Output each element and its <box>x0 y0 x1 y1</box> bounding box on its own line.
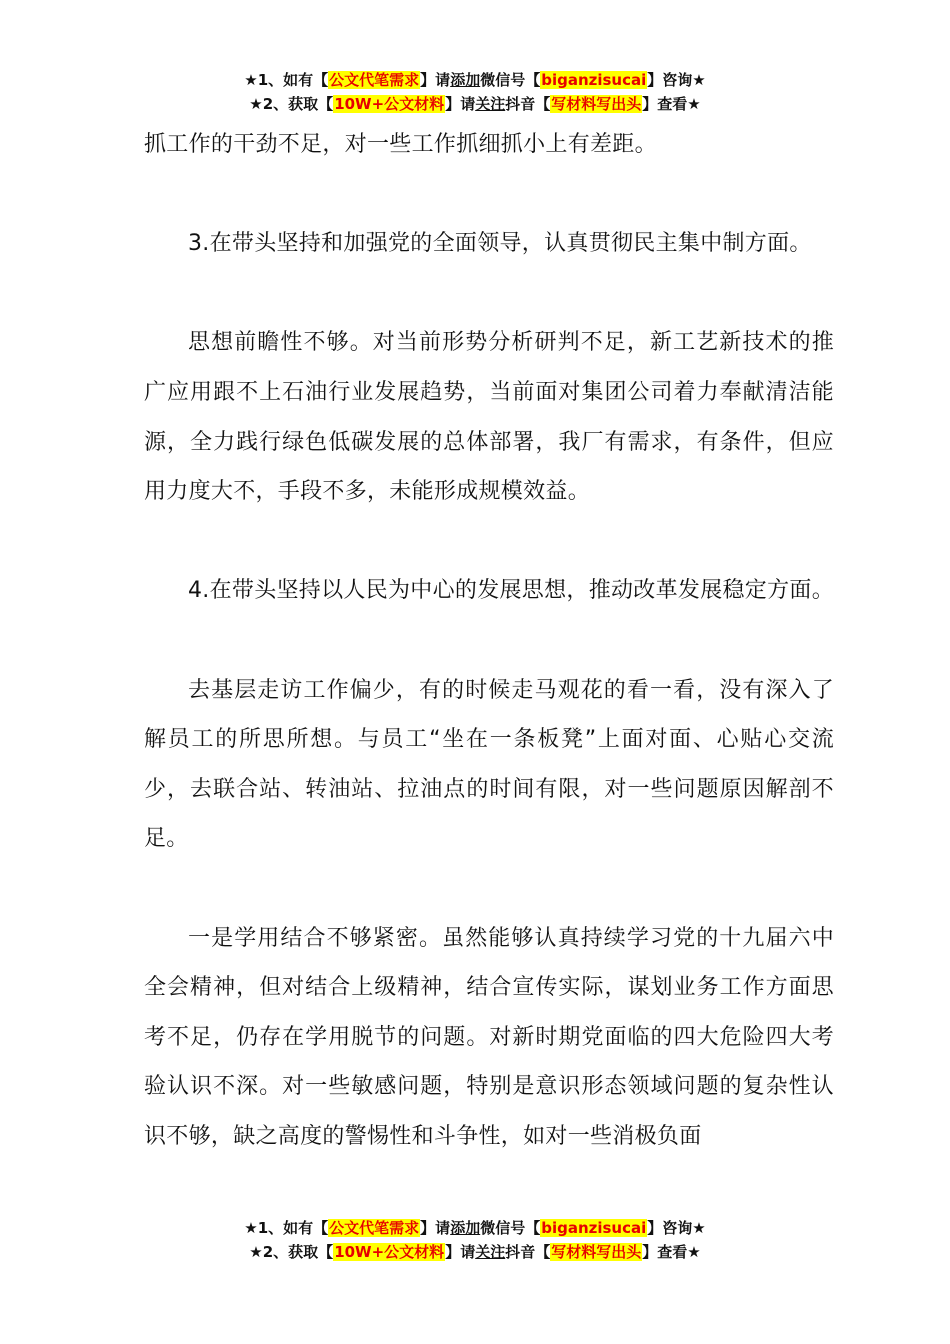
paragraph-spacer <box>144 616 834 666</box>
highlight-text: 公文代笔需求 <box>329 1219 420 1237</box>
banner-line-1: ★1、如有【公文代笔需求】请添加微信号【biganzisucai】咨询★ <box>244 71 706 89</box>
highlight-text: biganzisucai <box>541 71 647 89</box>
document-body <box>144 120 834 1161</box>
header-banner <box>0 68 950 116</box>
underlined-text: 添加 <box>450 71 481 89</box>
paragraph-spacer <box>144 170 834 220</box>
highlight-text: 写材料写出头 <box>551 95 642 113</box>
paragraph: 去基层走访工作偏少，有的时候走马观花的看一看，没有深入了解员工的所思所想。与员工“坐在一条板凳”上面对面、心贴心交流少，去联合站、转油站、拉油点的时间有限，对一些问题原因解剖不足。 <box>144 677 834 852</box>
paragraph-spacer <box>144 864 834 914</box>
paragraph: 一是学用结合不够紧密。虽然能够认真持续学习党的十九届六中全会精神，但对结合上级精神，结合宣传实际，谋划业务工作方面思考不足，仍存在学用脱节的问题。对新时期党面临的四大危险四大考验认识不深。对一些敏感问题，特别是意识形态领域问题的复杂性认识不够，缺之高度的警惕性和斗争性，如对一些消极负面 <box>144 925 834 1149</box>
section-heading: 3.在带头坚持和加强党的全面领导，认真贯彻民主集中制方面。 <box>188 231 812 257</box>
section-heading: 4.在带头坚持以人民为中心的发展思想，推动改革发展稳定方面。 <box>188 578 834 604</box>
highlight-text: 10W+公文材料 <box>334 95 445 113</box>
underlined-text: 关注 <box>475 95 506 113</box>
paragraph: 思想前瞻性不够。对当前形势分析研判不足，新工艺新技术的推广应用跟不上石油行业发展趋势，当前面对集团公司着力奉献清洁能源，全力践行绿色低碳发展的总体部署，我厂有需求，有条件，但应用力度大不，手段不多，未能形成规模效益。 <box>144 330 834 505</box>
paragraph: 抓工作的干劲不足，对一些工作抓细抓小上有差距。 <box>144 132 657 157</box>
highlight-text: biganzisucai <box>541 1219 647 1237</box>
highlight-text: 公文代笔需求 <box>329 71 420 89</box>
highlight-text: 10W+公文材料 <box>334 1243 445 1261</box>
underlined-text: 关注 <box>475 1243 506 1261</box>
banner-line-2: ★2、获取【10W+公文材料】请关注抖音【写材料写出头】查看★ <box>249 1243 701 1261</box>
banner-line-2: ★2、获取【10W+公文材料】请关注抖音【写材料写出头】查看★ <box>249 95 701 113</box>
highlight-text: 写材料写出头 <box>551 1243 642 1261</box>
footer-banner <box>0 1216 950 1264</box>
banner-line-1: ★1、如有【公文代笔需求】请添加微信号【biganzisucai】咨询★ <box>244 1219 706 1237</box>
paragraph-spacer <box>144 517 834 567</box>
underlined-text: 添加 <box>450 1219 481 1237</box>
paragraph-spacer <box>144 269 834 319</box>
